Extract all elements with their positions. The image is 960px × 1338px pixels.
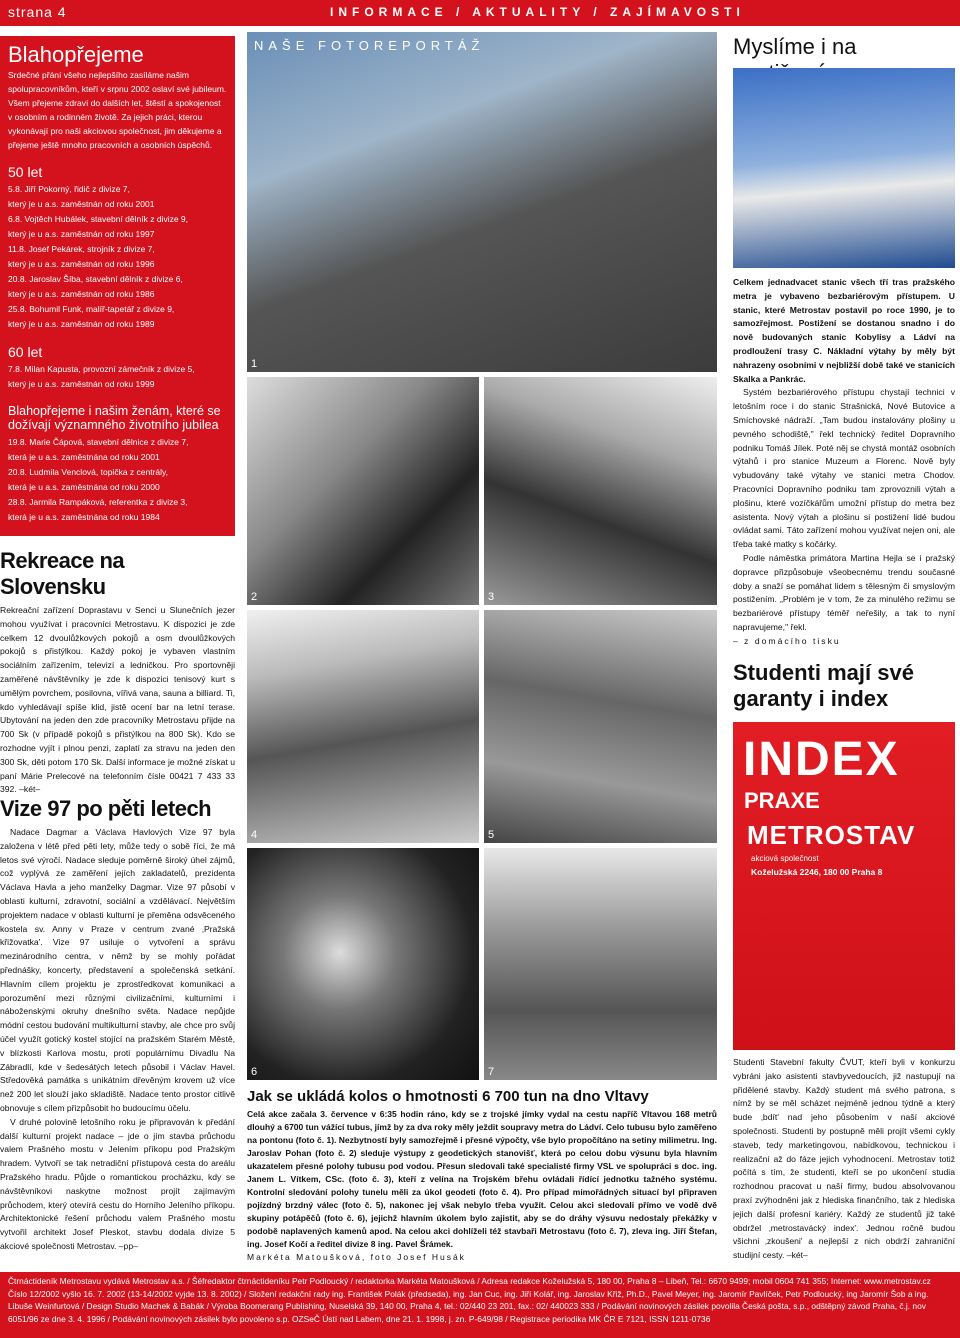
students-text: Studenti Stavební fakulty ČVUT, kteří byli v konkurzu vybráni jako asistenti stavbyvedoucích, již nastupují na přidělené stavby. Každý student má svého patrona, s nímž by se měl scházet nejméně jednou týdně a který bude ‚bdít' nad jeho působením v naší akciové společnosti. Studenti by postupně měli projít všemi cykly staveb, tedy marketingovou, nabídkovou, technickou i realizační až do fáze jejich vyhodnocení. Metrostav totiž počítá s tím, že studenti, kteří se po ukončení studia rozhodnou pracovat u naší firmy, budou absolvovanou praxí zvýhodněni jak z hlediska finančního, tak z hlediska jejich další profesní kariéry. Každý ze studentů již také obdržel ‚metrostavácký index'. Jednou ročně budou všichni ‚zkoušeni' a nejlepší z nich obdrží zahraniční studijní cesty. –két– — [733, 1057, 955, 1261]
list-item: který je u a.s. zaměstnán od roku 1989 — [8, 319, 155, 329]
students-article — [733, 660, 955, 712]
age-50-heading: 50 let — [8, 164, 43, 180]
caption-byline: Markéta Matoušková, foto Josef Husák — [247, 1252, 466, 1262]
disabled-access-signature: – z domácího tisku — [733, 635, 841, 646]
slovakia-title: Rekreace na Slovensku — [0, 548, 125, 599]
list-60 — [8, 362, 227, 392]
index-word: INDEX — [743, 733, 900, 786]
list-item: 28.8. Jarmila Rampáková, referentka z divize 3, — [8, 497, 188, 507]
photo-diver — [247, 848, 479, 1080]
list-item: která je u a.s. zaměstnána od roku 1984 — [8, 512, 160, 522]
list-50 — [8, 182, 227, 332]
vize-article — [0, 796, 235, 1266]
congrats-intro: Srdečné přání všeho nejlepšího zasíláme našim spolupracovníkům, kteří v srpnu 2002 oslaví své jubileum. Všem přejeme zdraví do dalších let, štěstí a spokojenost v osobním a rodinném životě. Za jejich práci, kterou vykonávají pro naši akciovou společnost, jim děkujeme a přejeme ještě mnoho pracovních a osobních úspěchů. — [8, 70, 227, 150]
students-body — [733, 1056, 955, 1268]
disabled-access-paragraph: Podle náměstka primátora Martina Hejla se i pražský dopravce přizpůsobuje všeobecnému trendu současné doby a snaží se pomáhat lidem s tělesným či smyslovým postižením. „Problém je v tom, že za minulého režimu se bezbariérové přístupy téměř neřešily, a tak to nyní napravujeme," řekl. — [733, 552, 955, 632]
list-item: 6.8. Vojtěch Hubálek, stavební dělník z divize 9, — [8, 214, 189, 224]
metrostav-address: Koželužská 2246, 180 00 Praha 8 — [751, 867, 883, 877]
list-item: který je u a.s. zaměstnán od roku 1999 — [8, 379, 155, 389]
top-bar — [0, 0, 960, 26]
praxe-word: PRAXE — [744, 788, 820, 813]
photo-brake-cylinder — [484, 610, 717, 843]
list-item: která je u a.s. zaměstnána od roku 2001 — [8, 452, 160, 462]
photo-report-title: Jak se ukládá kolos o hmotnosti 6 700 tun na dno Vltavy — [247, 1088, 649, 1105]
photo-report-label: NAŠE FOTOREPORTÁŽ — [254, 38, 485, 53]
students-title: Studenti mají své garanty i index — [733, 660, 914, 711]
disabled-access-paragraph: Systém bezbariérového přístupu chystají technici v letošním roce i do stanic Strašnická, Nové Butovice a Smíchovské nádraží. „Tam budou instalovány plošiny u pevného schodiště," řekl technický ředitel Dopravního podniku Tomáš Jílek. Poté něj se chystá montáž osobních výtahů i pro stanice Muzeum a Florenc. Nově byly vybudovány také výtahy ve stanici metra Chodov. Pracovníci Dopravního podniku tam zprovoznili výtah a plošinu, které vozíčkářům umožní přístup do metra bez asistenta. Nový výtah a plošinu si postižení lidé budou ovládat sami. Táto zařízení mohou využívat nejen oni, ale třeba také matky s kočárky. — [733, 387, 955, 550]
photo-surveyor — [247, 610, 479, 843]
disabled-access-text — [733, 386, 955, 648]
photo-number: 5 — [488, 829, 495, 841]
photo-number: 4 — [251, 829, 258, 841]
photo-metro-station — [733, 68, 955, 268]
slovakia-article — [0, 548, 235, 797]
photo-number: 7 — [488, 1066, 495, 1078]
photo-number: 3 — [488, 591, 495, 603]
list-item: který je u a.s. zaměstnán od roku 1986 — [8, 289, 155, 299]
list-item: 19.8. Marie Čápová, stavební dělnice z divize 7, — [8, 437, 189, 447]
metrostav-logo: METROSTAV — [747, 820, 916, 850]
photo-number: 2 — [251, 591, 258, 603]
metrostav-subtitle: akciová společnost — [751, 854, 819, 863]
disabled-access-title: Myslíme i na — [733, 34, 857, 59]
congrats-box — [0, 36, 235, 536]
photo-number: 6 — [251, 1066, 258, 1078]
photo-builders — [484, 848, 717, 1080]
list-item: která je u a.s. zaměstnána od roku 2000 — [8, 482, 160, 492]
list-item: který je u a.s. zaměstnán od roku 1996 — [8, 259, 155, 269]
photo-control-room — [484, 377, 717, 605]
list-item: 7.8. Milan Kapusta, provozní zámečník z divize 5, — [8, 364, 195, 374]
photo-number: 1 — [251, 358, 258, 370]
page-number: strana 4 — [8, 4, 67, 20]
slovakia-body: Rekreační zařízení Doprastavu v Senci u Slunečních jezer mohou využívat i pracovníci Metrostavu. K dispozici je zde celkem 12 dvoulůžkových pokojů a osm dvoulůžkových pokojů s přistýlkou. Každý pokoj je vybaven vlastním sociálním zařízením, televizí a ledničkou. Pro sportovněji zaměřené návštěvníky je zde k dispozici tenisový kurt s umělým povrchem, posilovna, vířivá vana, sauna a billiard. Ti, kdo vyhledávají spíše klid, jistě ocení bar na letní terase. Ubytování na jeden den zde pracovníky Metrostavu přijde na 700 Sk (v případě pokojů s přistýlkou na 800 Sk). Kdo se rozhodne vyjít i plnou penzi, zaplatí za stravu na jeden den 300 Sk, děti potom 170 Sk. Další informace je možné získat u paní Márie Prelecové na telefonním čísle 00421 7 433 33 392. –két– — [0, 605, 235, 795]
list-item: 25.8. Bohumil Funk, malíř-tapetář z divize 9, — [8, 304, 175, 314]
list-item: který je u a.s. zaměstnán od roku 2001 — [8, 199, 155, 209]
vize-paragraph: Nadace Dagmar a Václava Havlových Vize 97 byla založena v létě před pěti lety, může tedy o sobě říci, že má letos své výročí. Nadace sleduje poměrně široký úhel zájmů, což vyplývá ze zaměření jejích zakladatelů, prezidenta Václava Havla a jeho manželky Dagmar. Vize 97 působí v oblasti kulturní, zdravotní, sociální a vzdělávací. Největším projektem nadace v oblasti kulturní je přeměna odsvěceného kostela sv. Anny v Praze v centrum zvané ‚Pražská křižovatka'. Vize 97 usiluje o vytvoření a správu mezinárodního centra, v němž by se mohly pořádat přednášky, koncerty, představení a společenská setkání. Hlavním cílem projektu je zprostředkovat komunikaci a porozumění mezi různými civilizačními, kulturními i náboženskými okruhy dnešního světa. Nadace nepůjde módní cestou budování multikulturní stavby, ale chce pro svůj účel využít gotický kostel stojící na pražském Starém Městě, v blízkosti Karlova mostu, proti populárnímu Divadlu Na Zábradlí, kde v šedesátých letech působil i Václav Havel. Středověká památka s unikátním dřevěným krovem už více než 200 let slouží jako skladiště. Nadace tento prostor citlivě obnovuje s cílem přizpůsobit ho budoucímu účelu. — [0, 827, 235, 1113]
disabled-access-lead: Celkem jednadvacet stanic všech tří tras pražského metra je vybaveno bezbariérovým přístupem. U stanic, které Metrostav postavil po roce 1990, je to samozřejmost. Postižení se dostanou snadno i do nově budovaných stanic Kobylisy a Ládví na prodloužení trasy C. Nákladní výtahy by měly být nahrazeny osobními v nejbližší době také ve stanicích Skalka a Pankrác. — [733, 277, 955, 384]
vize-body — [0, 826, 235, 1254]
photo-engineer — [247, 377, 479, 605]
list-item: 5.8. Jiří Pokorný, řidič z divize 7, — [8, 184, 130, 194]
index-advert — [733, 722, 955, 1050]
list-item: 11.8. Josef Pekárek, strojník z divize 7, — [8, 244, 155, 254]
section-title: INFORMACE / AKTUALITY / ZAJÍMAVOSTI — [330, 5, 745, 19]
vize-title: Vize 97 po pěti letech — [0, 796, 212, 821]
caption-text: Celá akce začala 3. července v 6:35 hodin ráno, kdy se z trojské jímky vydal na cestu napříč Vltavou 168 metrů dlouhý a 6700 tun vážící tubus, jímž by za dva roky měly ježdit soupravy metra do Ládví. Celo tubusu bylo zaměřeno na pontonu (foto č. 1). Nezbytností byly samozřejmě i přesné výpočty, vše bylo propočítáno na setiny milimetru. Ing. Jaroslav Pohan (foto č. 2) sleduje výstupy z geodetických stanovišť, která po celou dobu výsunu byla hlavním ukazatelem přesné polohy tubusu pod vodou. Přesun sledovali také specialisté firmy VSL ve spolupráci s doc. ing. Janem L. Vítkem, CSc. (foto č. 3), kteří z velína na Trojském břehu ovládali řídící jednotku tažného systému. Kontrolní sledování polohy tunelu měli za úkol geodeti (foto č. 4). Pro případ mimořádných situací byl připraven pojízdný brzdný válec (foto č. 5), nakonec jej však nebylo třeba využít. Celou akci sledovali přímo ve vodě dvě skupiny potápěčů (foto č. 6), jejichž hlavním úkolem bylo zajistit, aby se do dráhy výsuvu nedostaly překážky v podobě naplavených kamenů apod. Na celou akci dohlíželi též stavbaři Metrostavu (foto č. 7), zleva ing. Jiří Štefan, ing. Josef Kočí a ředitel divize 8 ing. Pavel Šrámek. — [247, 1109, 717, 1249]
list-item: který je u a.s. zaměstnán od roku 1997 — [8, 229, 155, 239]
list-women — [8, 435, 227, 525]
age-60-heading: 60 let — [8, 344, 43, 360]
imprint-footer: Čtrnáctideník Metrostavu vydává Metrostav a.s. / Šéfredaktor čtrnáctideníku Petr Podloucký / redaktorka Markéta Matoušková / Adresa redakce Koželužská 5, 180 00, Praha 8 – Libeň, Tel.: 6670 9499; mobil 0604 741 355; Internet: www.metrostav.cz Číslo 12/2002 vyšlo 16. 7. 2002 (13-14/2002 vyjde 13. 8. 2002) / Složení redakční rady ing. František Polák (předseda), ing. Jan Cuc, ing. Jiří Kolář, ing. Jaroslav Křiž, Ph.D., Pavel Meyer, ing. Jaromír Pavlíček, Petr Podloucký, ing Jaromír Šob a ing. Libuše Weinfurtová / Design Studio Machek & Babák / Výroba Boomerang Publishing, Nuselská 39, 140 00, Praha 4, tel.: 02/440 23 201, fax.: 02/ 440023 333 / Podávání novinových zásilek povolila Česká pošta, s.p., odštěpný závod Praha, č.j. nov 6051/96 ze dne 3. 4. 1996 / Podávání novinových zásilek bylo povoleno s.p. OZSeČ Ústí nad Labem, dne 21. 1. 1998, j. zn. P-649/98 / Registrace periodika MK ČR E 7121, ISSN 1211-0736 — [0, 1272, 960, 1338]
disabled-access-body — [733, 276, 955, 648]
list-item: 20.8. Jaroslav Šíba, stavební dělník z divize 6, — [8, 274, 183, 284]
list-item: 20.8. Ludmila Venclová, topička z centrály, — [8, 467, 169, 477]
women-heading: Blahopřejeme i našim ženám, které se dožívají významného životního jubilea — [8, 404, 221, 432]
photo-pontoon — [247, 32, 717, 372]
congrats-title: Blahopřejeme — [8, 42, 144, 67]
vize-paragraph: V druhé polovině letošního roku je připravován k předání další kulturní projekt nadace – jde o jím stavba průchodu valem Prašného mostu v Jelením příkopu pod Pražským hradem. Vytvoří se tak netradiční přístupová cesta do areálu Pražského hradu. Půjde o romantickou procházku, kdy se návštěvníkovi naskytne možnost projít zajímavým průchodem, který otevírá cestu do Horního Jeleního příkopu. Architektonické řešení průchodu valem Prašného mostu vytvořil architekt Josef Pleskot, stavbu dodala divize 5 akciové společnosti Metrostav. –pp– — [0, 1116, 235, 1251]
photo-report-caption — [247, 1108, 717, 1264]
